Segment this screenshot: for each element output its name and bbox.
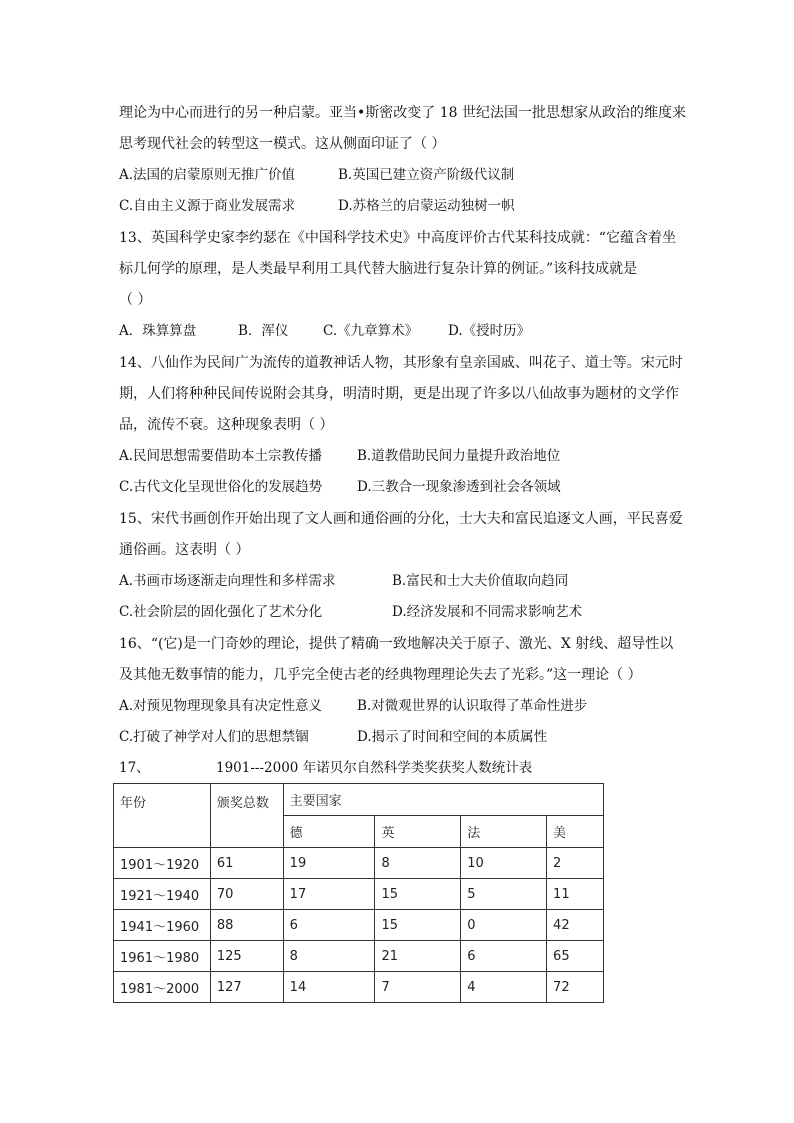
q12-stem-line1: 理论为中心而进行的另一种启蒙。亚当•斯密改变了 18 世纪法国一批思想家从政治的维度来	[119, 105, 686, 121]
cell-total: 127	[210, 972, 283, 1003]
q16-option-d: D.揭示了时间和空间的本质属性	[357, 729, 548, 745]
q13-stem-line2: 标几何学的原理，是人类最早利用工具代替大脑进行复杂计算的例证。”该科技成就是	[119, 261, 638, 277]
q13-stem-line1: 13、英国科学史家李约瑟在《中国科学技术史》中高度评价古代某科技成就：“它蕴含着坐	[119, 230, 676, 246]
q14-stem-line1: 14、八仙作为民间广为流传的道教神话人物，其形象有皇亲国戚、叫花子、道士等。宋元时	[119, 355, 683, 371]
cell-france: 4	[461, 972, 547, 1003]
cell-period: 1981～2000	[114, 972, 211, 1003]
q14-option-b: B.道教借助民间力量提升政治地位	[357, 448, 561, 464]
table-caption: 1901---2000 年诺贝尔自然科学类奖获奖人数统计表	[216, 760, 533, 776]
cell-period: 1921～1940	[114, 879, 211, 910]
cell-total: 61	[210, 848, 283, 879]
cell-total: 88	[210, 910, 283, 941]
cell-germany: 6	[283, 910, 375, 941]
cell-germany: 8	[283, 941, 375, 972]
q16-option-a: A.对预见物理现象具有决定性意义	[119, 698, 323, 714]
cell-france: 0	[461, 910, 547, 941]
q13-option-c: C.《九章算术》	[323, 323, 419, 339]
cell-period: 1901～1920	[114, 848, 211, 879]
cell-germany: 19	[283, 848, 375, 879]
q14-stem-line3: 品，流传不衰。这种现象表明（ ）	[119, 417, 334, 433]
table-row	[114, 972, 604, 1003]
q14-option-a: A.民间思想需要借助本土宗教传播	[119, 448, 323, 464]
header-main-countries: 主要国家	[283, 784, 603, 816]
q15-option-a: A.书画市场逐渐走向理性和多样需求	[119, 573, 336, 589]
cell-france: 6	[461, 941, 547, 972]
q13-answer-blank: （ ）	[119, 292, 152, 308]
header-country-germany: 德	[283, 816, 375, 848]
cell-uk: 15	[375, 910, 461, 941]
q17-number: 17、	[119, 760, 150, 776]
q15-stem-line1: 15、宋代书画创作开始出现了文人画和通俗画的分化，士大夫和富民追逐文人画，平民喜爱	[119, 511, 683, 527]
header-total-awards: 颁奖总数	[210, 784, 283, 848]
q15-option-d: D.经济发展和不同需求影响艺术	[392, 604, 583, 620]
q14-option-c: C.古代文化呈现世俗化的发展趋势	[119, 479, 323, 495]
q16-stem-line2: 及其他无数事情的能力，几乎完全使古老的经典物理理论失去了光彩。”这一理论（ ）	[119, 667, 642, 683]
table-row	[114, 879, 604, 910]
cell-uk: 21	[375, 941, 461, 972]
table-row	[114, 941, 604, 972]
cell-usa: 72	[547, 972, 604, 1003]
cell-usa: 11	[547, 879, 604, 910]
header-country-usa: 美	[547, 816, 604, 848]
cell-total: 70	[210, 879, 283, 910]
cell-total: 125	[210, 941, 283, 972]
q12-option-a: A.法国的启蒙原则无推广价值	[119, 167, 296, 183]
cell-france: 10	[461, 848, 547, 879]
q15-stem-line2: 通俗画。这表明（ ）	[119, 542, 250, 558]
q16-option-b: B.对微观世界的认识取得了革命性进步	[357, 698, 588, 714]
table-row	[114, 910, 604, 941]
cell-uk: 15	[375, 879, 461, 910]
cell-uk: 7	[375, 972, 461, 1003]
cell-usa: 65	[547, 941, 604, 972]
q14-option-d: D.三教合一现象渗透到社会各领域	[357, 479, 561, 495]
cell-period: 1961～1980	[114, 941, 211, 972]
cell-germany: 14	[283, 972, 375, 1003]
q13-option-a: A．珠算算盘	[119, 323, 197, 339]
table-header-row	[114, 784, 604, 816]
q13-option-d: D.《授时历》	[448, 323, 531, 339]
cell-france: 5	[461, 879, 547, 910]
cell-usa: 42	[547, 910, 604, 941]
q15-option-b: B.富民和士大夫价值取向趋同	[392, 573, 569, 589]
header-country-france: 法	[461, 816, 547, 848]
header-year: 年份	[114, 784, 211, 848]
q13-option-b: B．浑仪	[238, 323, 289, 339]
cell-germany: 17	[283, 879, 375, 910]
nobel-stats-table	[113, 783, 604, 1003]
q15-option-c: C.社会阶层的固化强化了艺术分化	[119, 604, 323, 620]
q12-stem-line2: 思考现代社会的转型这一模式。这从侧面印证了（ ）	[119, 136, 446, 152]
q14-stem-line2: 期，人们将种种民间传说附会其身，明清时期，更是出现了许多以八仙故事为题材的文学作	[119, 386, 679, 402]
cell-uk: 8	[375, 848, 461, 879]
q16-option-c: C.打破了神学对人们的思想禁锢	[119, 729, 309, 745]
header-country-uk: 英	[375, 816, 461, 848]
table-row	[114, 848, 604, 879]
cell-period: 1941～1960	[114, 910, 211, 941]
q12-option-b: B.英国已建立资产阶级代议制	[338, 167, 515, 183]
q12-option-d: D.苏格兰的启蒙运动独树一帜	[338, 198, 515, 214]
cell-usa: 2	[547, 848, 604, 879]
q16-stem-line1: 16、“(它)是一门奇妙的理论，提供了精确一致地解决关于原子、激光、X 射线、超导性以	[119, 636, 674, 652]
q12-option-c: C.自由主义源于商业发展需求	[119, 198, 296, 214]
